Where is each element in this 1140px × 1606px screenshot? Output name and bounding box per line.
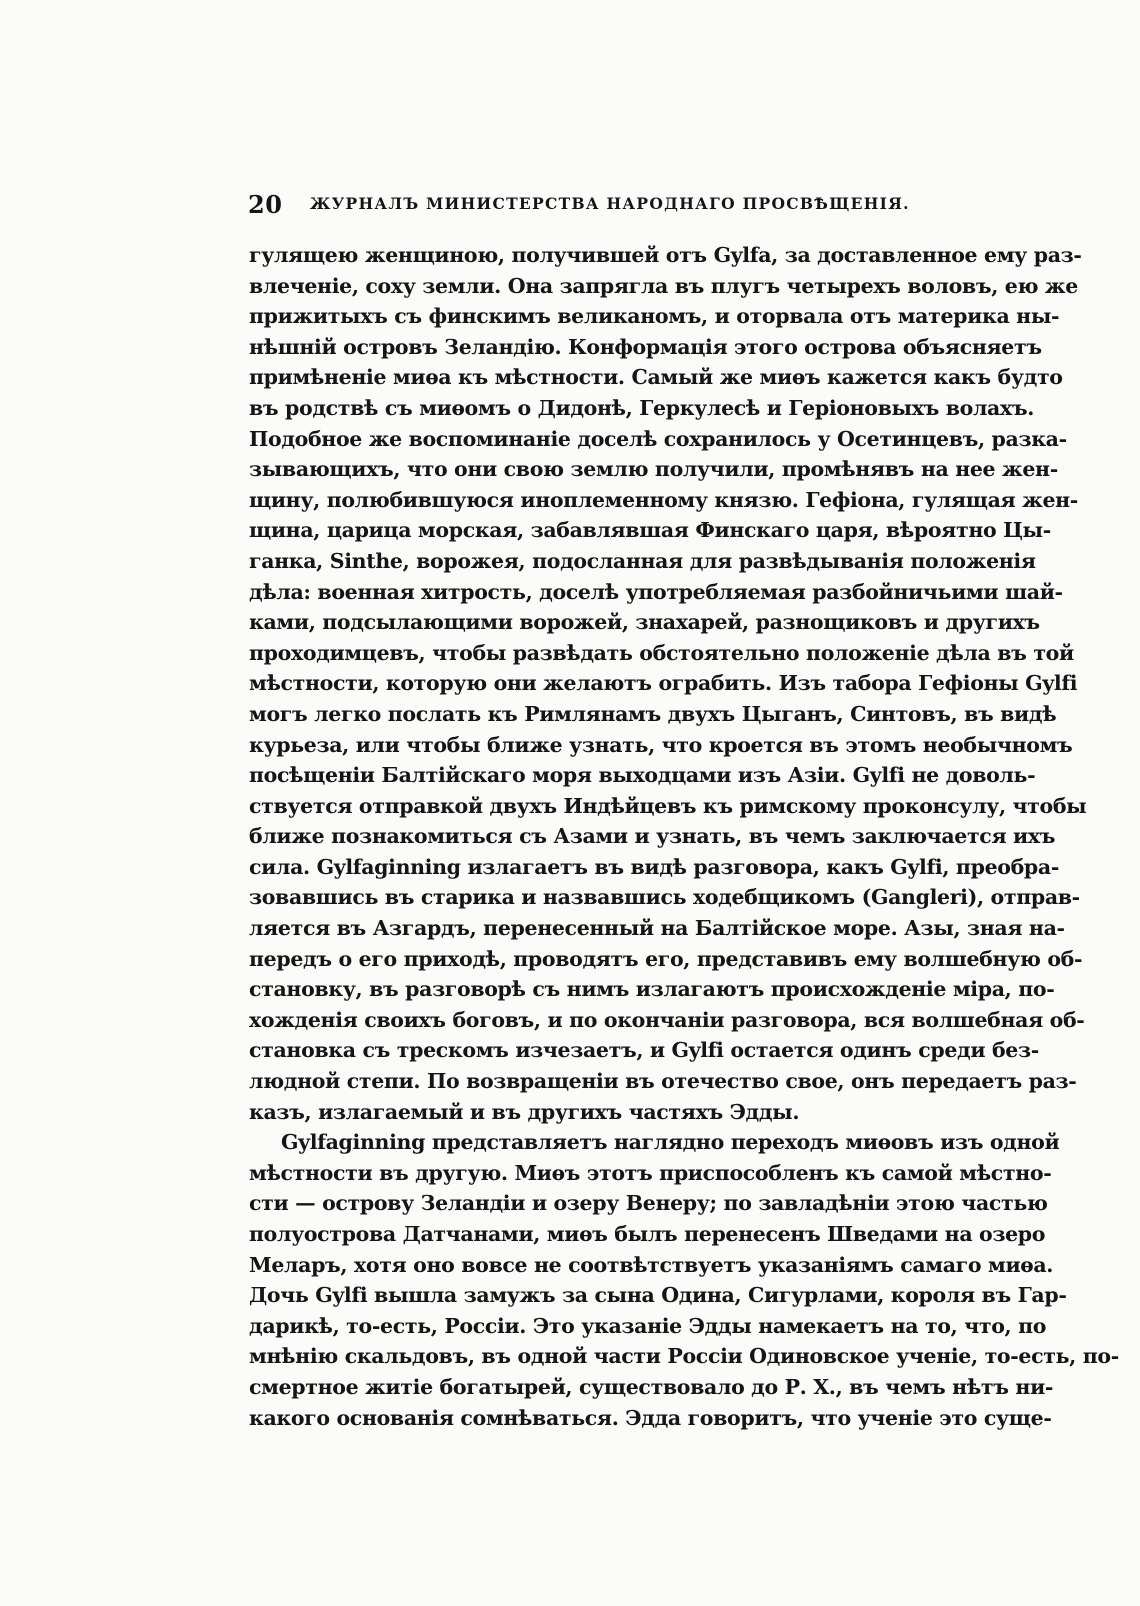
text-line: какого основанія сомнѣваться. Эдда говоритъ, что ученіе это суще- [249,1405,1052,1430]
text-line: хожденія своихъ боговъ, и по окончаніи разговора, вся волшебная об- [249,1007,1085,1032]
text-line: ками, подсылающими ворожей, знахарей, разнощиковъ и другихъ [249,610,1040,635]
text-line: влеченіе, соху земли. Она запрягла въ плугъ четырехъ воловъ, ею же [249,273,1078,298]
text-line: Gylfaginning представляетъ наглядно переходъ миѳовъ изъ одной [281,1130,1060,1155]
text-line: ближе познакомиться съ Азами и узнать, въ чемъ заключается ихъ [249,824,1056,849]
text-line: гулящею женщиною, получившей отъ Gylfa, за доставленное ему раз- [249,243,1082,267]
text-line: становку, въ разговорѣ съ нимъ излагаютъ происхожденіе міра, по- [249,977,1055,1002]
text-line: мѣстности въ другую. Миѳъ этотъ приспособленъ къ самой мѣстно- [249,1160,1052,1185]
text-line: мѣстности, которую они желаютъ ограбить. Изъ табора Гефіоны Gylfi [249,671,1078,696]
text-line: въ родствѣ съ миѳомъ о Дидонѣ, Геркулесѣ и Геріоновыхъ волахъ. [249,395,1035,420]
text-line: казъ, излагаемый и въ другихъ частяхъ Эдды. [249,1099,800,1124]
text-line: курьеза, или чтобы ближе узнать, что кроется въ этомъ необычномъ [249,732,1073,757]
text-line: ганка, Sinthe, ворожея, подосланная для развѣдыванія положенія [249,548,1036,573]
text-line: нѣшній островъ Зеландію. Конформація этого острова объясняетъ [249,334,1042,359]
paragraph-2 [249,1127,1119,1433]
text-line: ляется въ Азгардъ, перенесенный на Балтійское море. Азы, зная на- [249,916,1065,941]
text-line: Дочь Gylfi вышла замужъ за сына Одина, Сигурлами, короля въ Гар- [249,1283,1067,1308]
text-line: сила. Gylfaginning излагаетъ въ видѣ разговора, какъ Gylfi, преобра- [249,854,1059,879]
text-line: могъ легко послать къ Римлянамъ двухъ Цыганъ, Синтовъ, въ видѣ [249,701,1057,726]
text-line: полуострова Датчанами, миѳъ былъ перенесенъ Шведами на озеро [249,1222,1046,1246]
text-line: зывающихъ, что они свою землю получили, промѣнявъ на нее жен- [249,457,1058,482]
text-line: дарикѣ, то-есть, Россіи. Это указаніе Эдды намекаетъ на то, что, по [249,1313,1047,1338]
text-line: щина, царица морская, забавлявшая Финскаго царя, вѣроятно Цы- [249,518,1051,543]
journal-title: ЖУРНАЛЪ МИНИСТЕРСТВА НАРОДНАГО ПРОСВѢЩЕНІЯ. [310,194,910,213]
running-head [248,190,910,219]
text-line: дѣла: военная хитрость, доселѣ употребляемая разбойничьими шай- [249,579,1063,604]
text-line: зовавшись въ старика и назвавшись ходебщикомъ (Gangleri), отправ- [249,885,1080,910]
body-text [249,240,1119,1433]
paragraph-1 [249,240,1087,1127]
text-line: людной степи. По возвращеніи въ отечество свое, онъ передаетъ раз- [249,1069,1077,1094]
text-line: сти — острову Зеландіи и озеру Венеру; по завладѣніи этою частью [249,1191,1048,1216]
text-line: проходимцевъ, чтобы развѣдать обстоятельно положеніе дѣла въ той [249,640,1074,665]
text-line: Меларъ, хотя оно вовсе не соотвѣтствуетъ указаніямъ самаго миѳа. [249,1252,1054,1277]
text-line: ствуется отправкой двухъ Индѣйцевъ къ римскому проконсулу, чтобы [249,793,1087,818]
text-line: смертное житіе богатырей, существовало до Р. Х., въ чемъ нѣтъ ни- [249,1374,1054,1399]
text-line: прижитыхъ съ финскимъ великаномъ, и оторвала отъ материка ны- [249,304,1060,329]
text-line: примѣненіе миѳа къ мѣстности. Самый же миѳъ кажется какъ будто [249,365,1063,390]
page-number: 20 [248,190,283,219]
text-line: Подобное же воспоминаніе доселѣ сохранилось у Осетинцевъ, разка- [249,426,1067,451]
text-line: щину, полюбившуюся иноплеменному князю. Гефіона, гулящая жен- [249,487,1078,512]
text-line: становка съ трескомъ изчезаетъ, и Gylfi остается одинъ среди без- [249,1038,1039,1063]
text-line: посѣщеніи Балтійскаго моря выходцами изъ Азіи. Gylfi не доволь- [249,763,1036,788]
text-line: передъ о его приходѣ, проводятъ его, представивъ ему волшебную об- [249,946,1083,971]
text-line: мнѣнію скальдовъ, въ одной части Россіи Одиновское ученіе, то-есть, по- [249,1344,1119,1369]
